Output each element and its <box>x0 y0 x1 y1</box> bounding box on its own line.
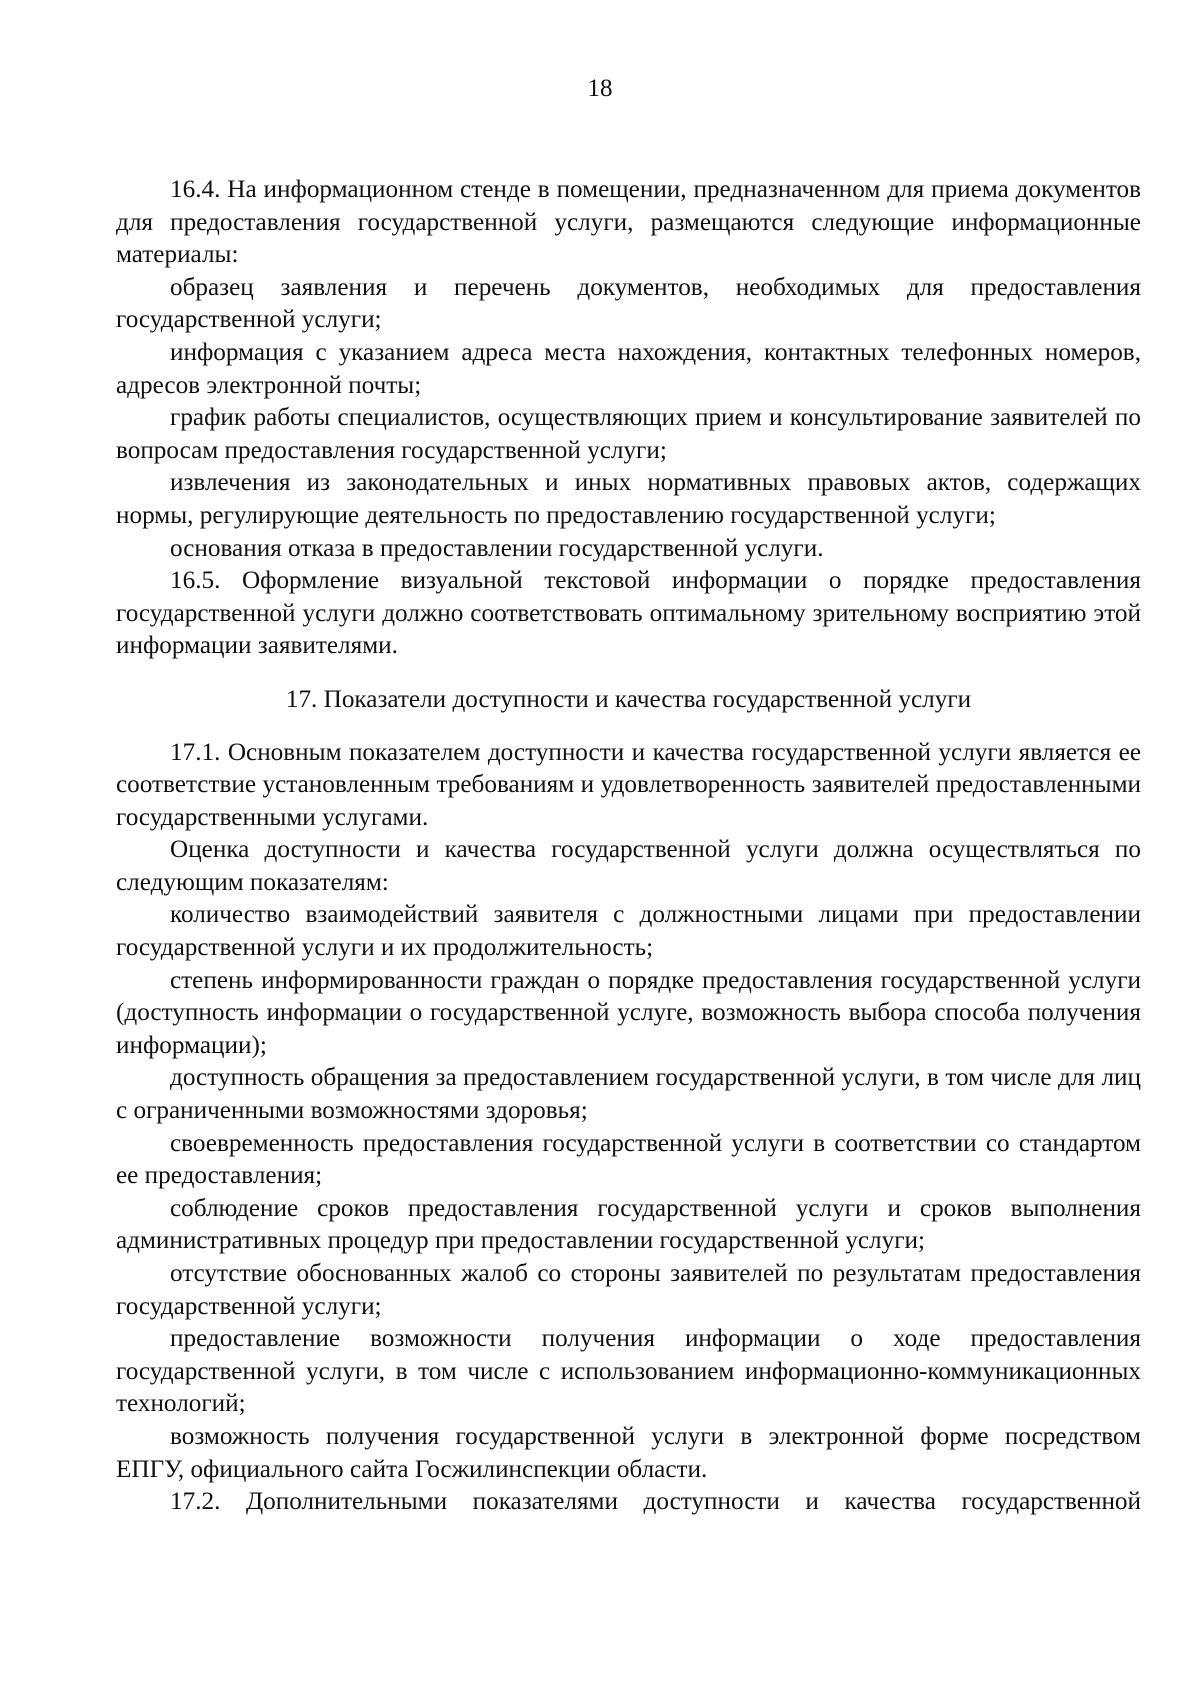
list-item: степень информированности граждан о порядке предоставления государственной услуги (доступность информации о государственной услуге, возможность выбора способа получения информации); <box>116 966 1141 1059</box>
list-item: соблюдение сроков предоставления государственной услуги и сроков выполнения административных процедур при предоставлении государственной услуги; <box>116 1194 1141 1255</box>
list-item: образец заявления и перечень документов, необходимых для предоставления государственной услуги; <box>116 273 1141 334</box>
list-item: основания отказа в предоставлении государственной услуги. <box>170 534 824 562</box>
page-number: 18 <box>587 75 613 102</box>
section-heading-17: 17. Показатели доступности и качества государственной услуги <box>285 685 972 713</box>
list-item: своевременность предоставления государственной услуги в соответствии со стандартом ее предоставления; <box>116 1129 1141 1190</box>
paragraph-assessment: Оценка доступности и качества государственной услуги должна осуществляться по следующим показателям: <box>116 836 1141 896</box>
list-item: график работы специалистов, осуществляющих прием и консультирование заявителей по вопросам предоставления государственной услуги; <box>116 404 1141 464</box>
list-item: количество взаимодействий заявителя с должностными лицами при предоставлении государственной услуги и их продолжительность; <box>116 901 1141 962</box>
list-item: информация с указанием адреса места нахождения, контактных телефонных номеров, адресов электронной почты; <box>116 338 1141 399</box>
document-body <box>116 174 1141 1519</box>
paragraph-16-5: 16.5. Оформление визуальной текстовой информации о порядке предоставления государственной услуги должно соответствовать оптимальному зрительному восприятию этой информации заявителями. <box>116 567 1141 660</box>
list-item: предоставление возможности получения информации о ходе предоставления государственной услуги, в том числе с использованием информационно-коммуникационных технологий; <box>116 1325 1141 1418</box>
paragraph-17-1: 17.1. Основным показателем доступности и качества государственной услуги является ее соответствие установленным требованиям и удовлетворенность заявителей предоставленными государственными услугами. <box>116 738 1141 831</box>
list-item: возможность получения государственной услуги в электронной форме посредством ЕПГУ, официального сайта Госжилинспекции области. <box>116 1422 1141 1483</box>
paragraph-17-2: 17.2. Дополнительными показателями доступности и качества государственной <box>170 1488 1141 1516</box>
paragraph-16-4: 16.4. На информационном стенде в помещении, предназначенном для приема документов для предоставления государственной услуги, размещаются следующие информационные материалы: <box>116 176 1141 269</box>
list-item: отсутствие обоснованных жалоб со стороны заявителей по результатам предоставления государственной услуги; <box>116 1260 1141 1320</box>
list-item: извлечения из законодательных и иных нормативных правовых актов, содержащих нормы, регулирующие деятельность по предоставлению государственной услуги; <box>116 469 1141 529</box>
list-item: доступность обращения за предоставлением государственной услуги, в том числе для лиц с ограниченными возможностями здоровья; <box>116 1064 1141 1125</box>
